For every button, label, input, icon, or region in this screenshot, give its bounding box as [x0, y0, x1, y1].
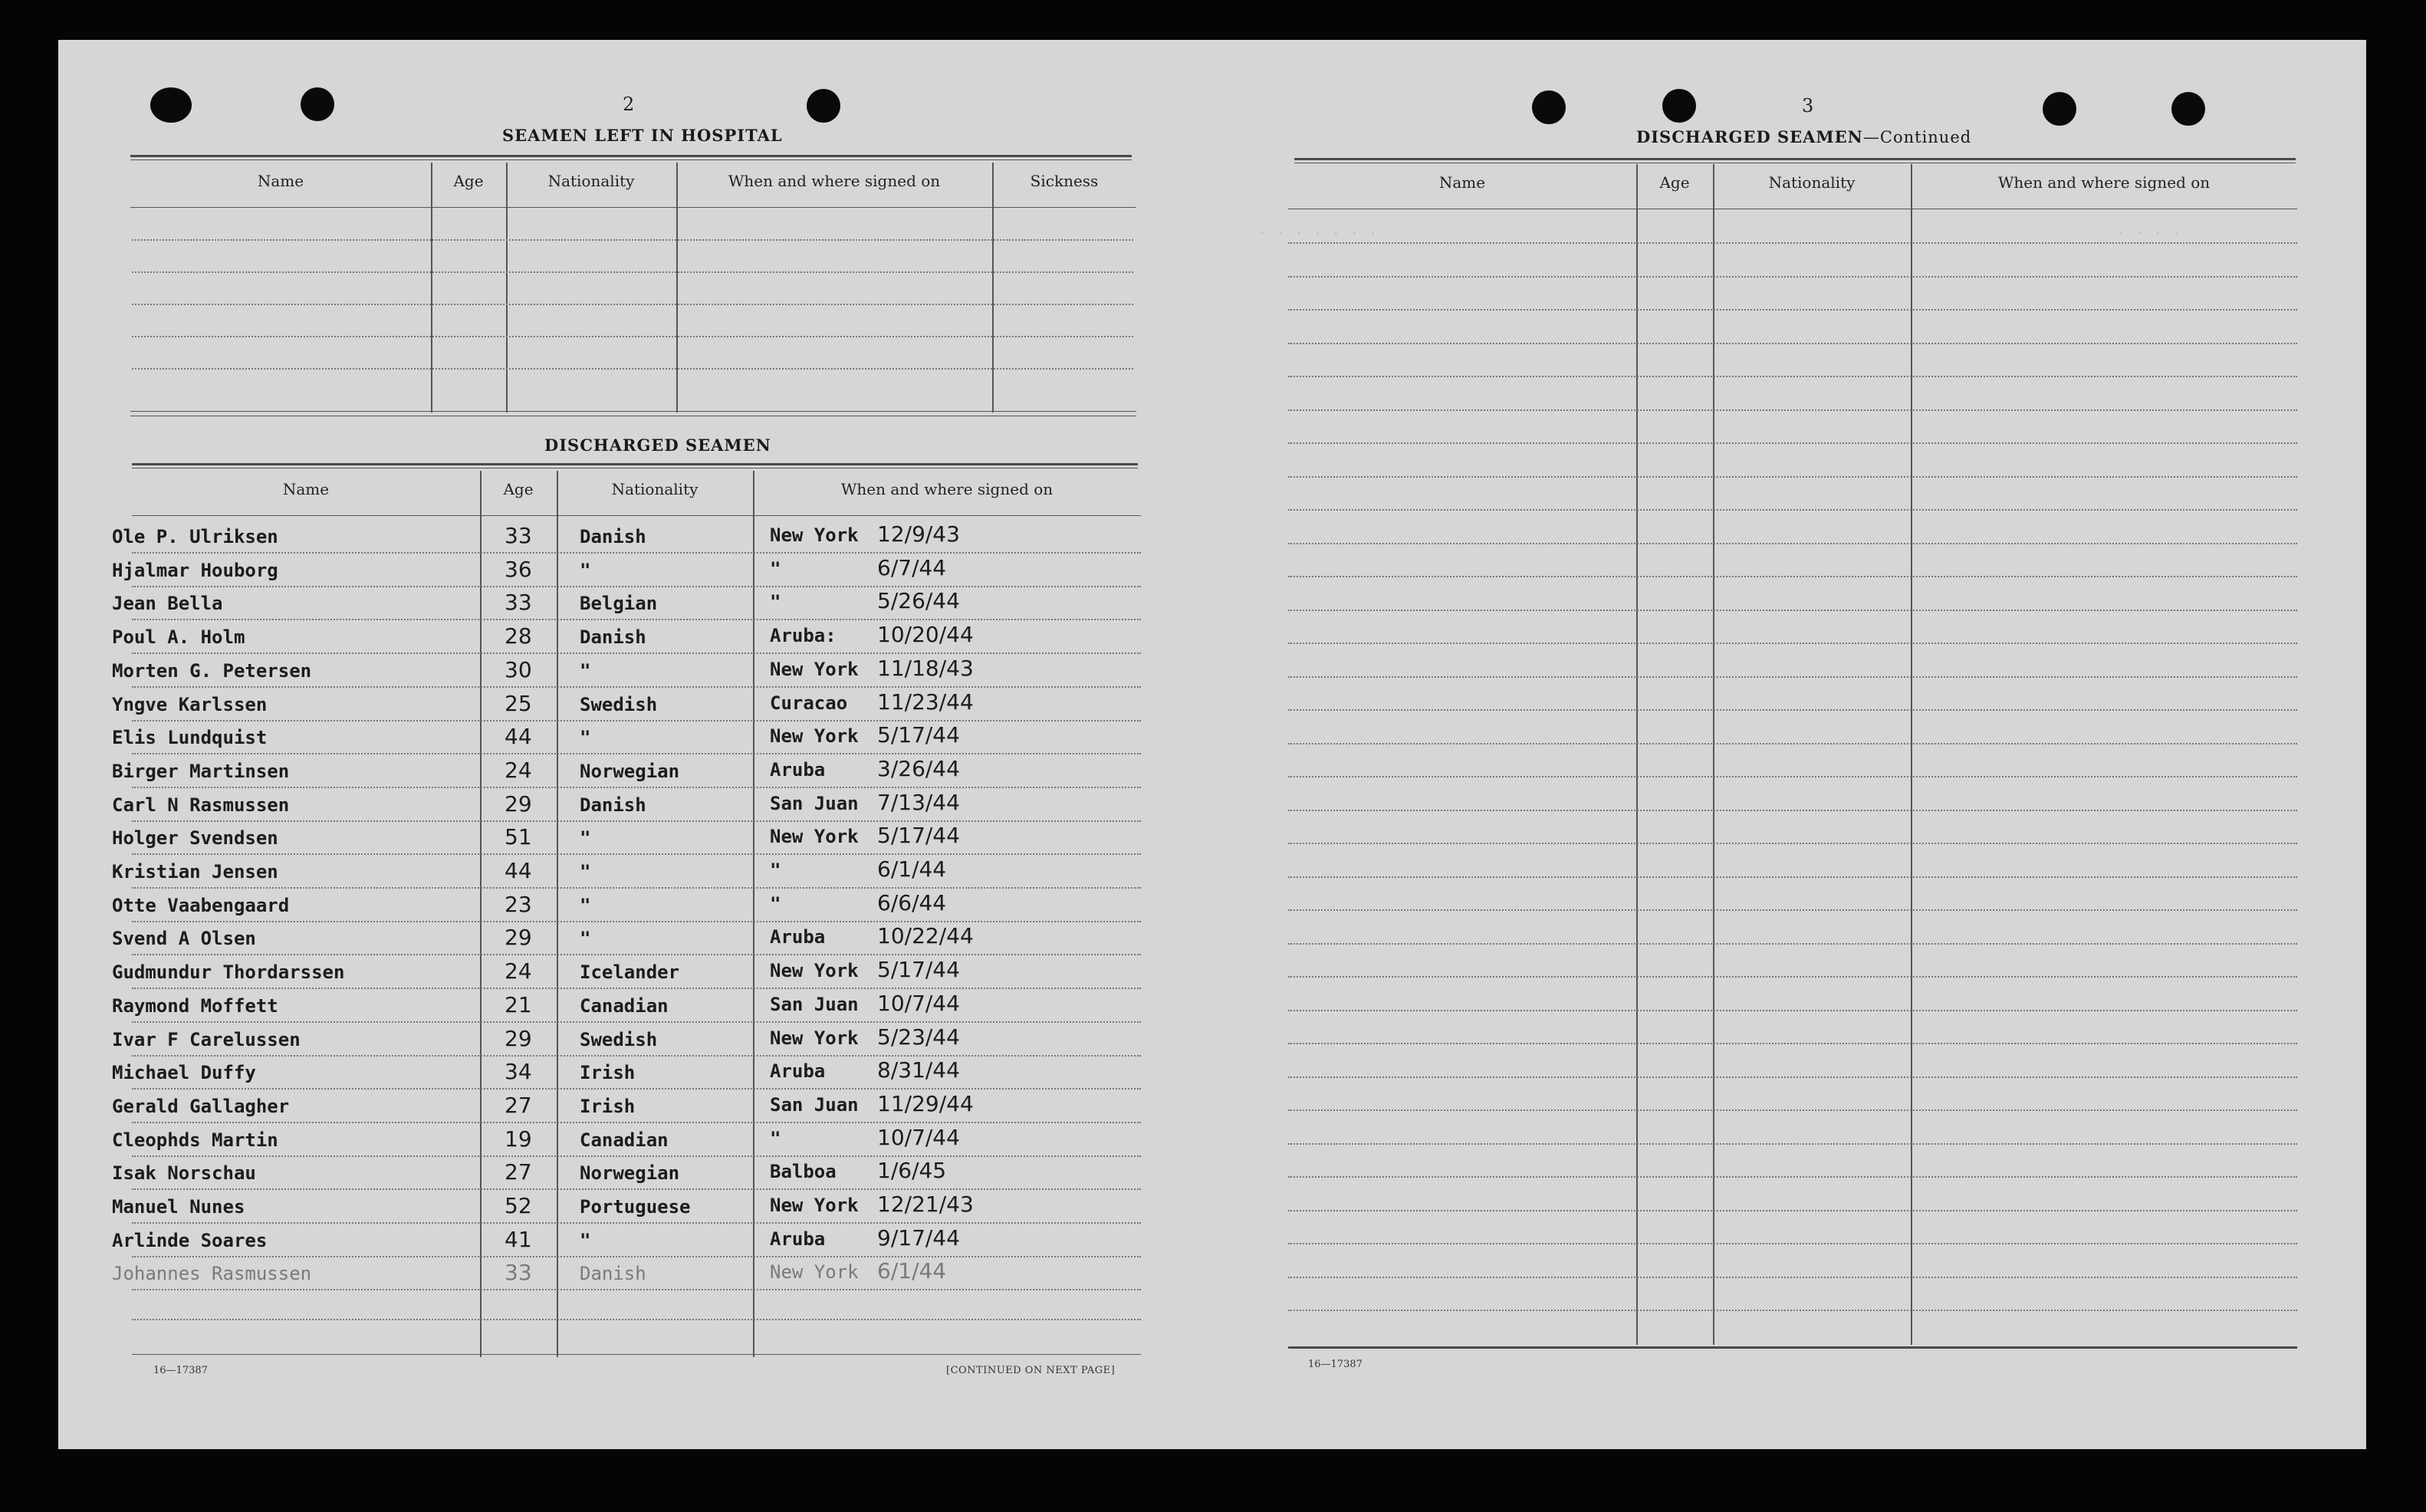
signed-on-place: Balboa — [770, 1161, 837, 1183]
seaman-name: Raymond Moffett — [112, 994, 278, 1017]
discharged-header-rule — [132, 515, 1141, 516]
discharged-column-header: Age — [503, 480, 534, 498]
hospital-top-rule — [130, 155, 1132, 157]
hospital-blank-row-line — [132, 336, 1133, 337]
column-divider — [1911, 164, 1912, 1345]
row-line — [132, 787, 1141, 788]
seaman-age: 33 — [505, 523, 532, 548]
blank-row-line — [1288, 276, 2297, 278]
blank-row-line — [1288, 1210, 2297, 1211]
signed-on-date: 6/7/44 — [877, 554, 947, 580]
signed-on-date: 5/17/44 — [877, 823, 960, 849]
seaman-nationality: Danish — [580, 794, 646, 816]
blank-row-line — [1288, 1143, 2297, 1145]
blank-row-line — [1288, 643, 2297, 644]
seaman-nationality: Canadian — [580, 1129, 669, 1151]
discharged-column-divider — [480, 471, 482, 1357]
title-main: DISCHARGED SEAMEN — [1636, 127, 1863, 146]
seaman-nationality: " — [580, 559, 591, 581]
blank-row-line — [1288, 1243, 2297, 1244]
discharged-column-divider — [557, 471, 558, 1357]
signed-on-date: 5/26/44 — [877, 588, 960, 614]
punch-hole — [1532, 90, 1566, 124]
discharged-bottom-rule — [132, 1354, 1141, 1355]
punch-hole — [150, 87, 192, 123]
blank-row-line — [132, 1319, 1141, 1320]
row-line — [132, 921, 1141, 922]
signed-on-place: New York — [770, 1027, 859, 1049]
blank-row-line — [1288, 876, 2297, 878]
seaman-nationality: " — [580, 727, 591, 749]
hospital-header-rule — [130, 207, 1136, 208]
blank-row-line — [1288, 242, 2297, 244]
row-line — [132, 552, 1141, 554]
hospital-column-header: When and where signed on — [728, 172, 941, 190]
signed-on-place: San Juan — [770, 792, 859, 814]
discharged-column-header: Nationality — [611, 480, 699, 498]
row-line — [132, 820, 1141, 822]
blank-row-line — [1288, 1109, 2297, 1111]
seaman-nationality: " — [580, 861, 591, 883]
hospital-blank-row-line — [132, 368, 1133, 370]
blank-row-line — [1288, 442, 2297, 444]
bleed-through-mark: · · · · · · · — [1257, 224, 1378, 242]
seaman-age: 29 — [505, 1025, 532, 1051]
signed-on-date: 11/29/44 — [877, 1090, 974, 1116]
punch-hole — [807, 89, 840, 123]
column-header: Name — [1438, 173, 1486, 192]
seaman-age: 44 — [505, 858, 532, 883]
row-line — [132, 988, 1141, 989]
signed-on-date: 6/1/44 — [877, 1258, 947, 1284]
seaman-nationality: Norwegian — [580, 1162, 680, 1185]
signed-on-place: Aruba — [770, 758, 826, 781]
seaman-name: Yngve Karlssen — [112, 693, 268, 715]
row-line — [132, 1188, 1141, 1190]
column-header: When and where signed on — [1997, 173, 2211, 192]
hospital-blank-row-line — [132, 304, 1133, 305]
row-line — [132, 1222, 1141, 1224]
seaman-age: 24 — [505, 958, 532, 984]
signed-on-place: New York — [770, 658, 859, 680]
seaman-age: 23 — [505, 891, 532, 917]
seaman-name: Ivar F Carelussen — [112, 1028, 301, 1050]
seaman-age: 51 — [505, 824, 532, 850]
seaman-nationality: Danish — [580, 526, 646, 547]
blank-row-line — [1288, 743, 2297, 744]
row-line — [132, 586, 1141, 587]
signed-on-date: 11/23/44 — [877, 689, 974, 715]
blank-row-line — [1288, 1043, 2297, 1044]
hospital-blank-row-line — [132, 271, 1133, 273]
seaman-age: 25 — [505, 690, 532, 716]
row-line — [132, 1256, 1141, 1257]
hospital-section-title: SEAMEN LEFT IN HOSPITAL — [502, 126, 783, 145]
discharged-section-title: DISCHARGED SEAMEN — [544, 436, 771, 455]
right-bottom-rule — [1288, 1346, 2297, 1349]
signed-on-place: New York — [770, 1261, 859, 1284]
blank-row-line — [1288, 610, 2297, 611]
seaman-name: Cleophds Martin — [112, 1129, 278, 1151]
signed-on-date: 8/31/44 — [877, 1057, 960, 1083]
seaman-name: Otte Vaabengaard — [112, 894, 290, 916]
blank-row-line — [1288, 976, 2297, 978]
seaman-nationality: Swedish — [580, 693, 658, 715]
signed-on-date: 7/13/44 — [877, 789, 960, 815]
seaman-age: 21 — [505, 991, 532, 1017]
punch-hole — [2043, 92, 2076, 126]
signed-on-place: Aruba — [770, 926, 826, 948]
seaman-nationality: Danish — [580, 626, 646, 649]
signed-on-place: " — [770, 591, 781, 613]
blank-row-line — [1288, 1310, 2297, 1311]
row-line — [132, 887, 1141, 889]
seaman-nationality: Norwegian — [580, 760, 680, 782]
seaman-nationality: Icelander — [580, 961, 680, 984]
seaman-age: 44 — [505, 724, 532, 750]
signed-on-date: 10/7/44 — [877, 990, 960, 1016]
seaman-nationality: Portuguese — [580, 1196, 691, 1218]
seaman-age: 36 — [505, 556, 532, 582]
seaman-name: Kristian Jensen — [112, 861, 278, 883]
blank-row-line — [1288, 843, 2297, 844]
seaman-name: Gudmundur Thordarssen — [112, 961, 345, 984]
seaman-age: 33 — [505, 1260, 532, 1286]
seaman-name: Holger Svendsen — [112, 827, 278, 850]
column-divider — [1713, 164, 1714, 1345]
seaman-age: 52 — [505, 1193, 532, 1218]
seaman-age: 27 — [505, 1159, 532, 1185]
row-line — [132, 1055, 1141, 1057]
signed-on-place: Aruba — [770, 1060, 826, 1083]
blank-row-line — [1288, 476, 2297, 478]
signed-on-place: New York — [770, 960, 859, 982]
signed-on-date: 5/17/44 — [877, 957, 960, 983]
signed-on-place: San Juan — [770, 1093, 859, 1116]
blank-row-line — [1288, 576, 2297, 577]
row-line — [132, 1289, 1141, 1290]
hospital-column-header: Age — [453, 172, 484, 190]
signed-on-place: New York — [770, 1195, 859, 1216]
seaman-nationality: " — [580, 827, 591, 850]
seaman-age: 24 — [505, 757, 532, 783]
blank-row-line — [1288, 810, 2297, 811]
seaman-nationality: " — [580, 659, 591, 682]
signed-on-place: " — [770, 557, 781, 580]
form-code: 16—17387 — [153, 1365, 208, 1376]
blank-row-line — [1288, 1076, 2297, 1078]
seaman-nationality: Danish — [580, 1263, 646, 1285]
hospital-column-header: Sickness — [1030, 172, 1099, 190]
blank-row-line — [1288, 676, 2297, 678]
seaman-age: 34 — [505, 1059, 532, 1085]
blank-row-line — [1288, 509, 2297, 511]
row-line — [132, 853, 1141, 855]
row-line — [132, 954, 1141, 955]
seaman-age: 28 — [505, 623, 532, 649]
hospital-column-divider — [506, 163, 508, 413]
document-sheet — [58, 40, 2366, 1449]
seaman-name: Elis Lundquist — [112, 727, 268, 749]
right-section-title — [1636, 127, 1971, 146]
signed-on-place: " — [770, 1127, 781, 1149]
punch-hole — [1662, 89, 1696, 123]
signed-on-date: 12/21/43 — [877, 1192, 974, 1217]
signed-on-place: Aruba: — [770, 625, 837, 647]
punch-hole — [2171, 92, 2205, 126]
blank-row-line — [1288, 343, 2297, 344]
seaman-name: Jean Bella — [112, 593, 223, 615]
signed-on-date: 12/9/43 — [877, 521, 960, 547]
seaman-name: Arlinde Soares — [112, 1229, 268, 1251]
seaman-nationality: Belgian — [580, 593, 658, 615]
page-number: 2 — [623, 94, 635, 115]
seaman-age: 29 — [505, 791, 532, 817]
signed-on-date: 10/22/44 — [877, 923, 974, 949]
blank-row-line — [1288, 1277, 2297, 1278]
row-line — [132, 619, 1141, 620]
blank-row-line — [1288, 943, 2297, 945]
row-line — [132, 652, 1141, 654]
hospital-column-divider — [676, 163, 678, 413]
discharged-column-divider — [753, 471, 754, 1357]
seaman-name: Manuel Nunes — [112, 1196, 245, 1218]
seaman-name: Carl N Rasmussen — [112, 794, 290, 816]
seaman-name: Morten G. Petersen — [112, 659, 312, 682]
row-line — [132, 720, 1141, 721]
page-number: 3 — [1802, 95, 1814, 117]
continued-note: [CONTINUED ON NEXT PAGE] — [946, 1365, 1116, 1376]
signed-on-date: 1/6/45 — [877, 1158, 947, 1184]
seaman-name: Gerald Gallagher — [112, 1095, 290, 1117]
blank-row-line — [1288, 776, 2297, 777]
hospital-column-header: Nationality — [547, 172, 635, 190]
signed-on-place: San Juan — [770, 993, 859, 1015]
seaman-name: Hjalmar Houborg — [112, 559, 278, 581]
blank-row-line — [1288, 309, 2297, 311]
seaman-age: 30 — [505, 656, 532, 682]
form-code: 16—17387 — [1308, 1359, 1363, 1370]
signed-on-place: New York — [770, 826, 859, 848]
blank-row-line — [1288, 543, 2297, 544]
blank-row-line — [1288, 409, 2297, 411]
hospital-blank-row-line — [132, 239, 1133, 241]
seaman-age: 29 — [505, 925, 532, 951]
signed-on-place: New York — [770, 725, 859, 748]
signed-on-date: 5/23/44 — [877, 1024, 960, 1050]
signed-on-place: Aruba — [770, 1228, 826, 1250]
hospital-bottom-rule — [130, 411, 1136, 412]
blank-row-line — [1288, 909, 2297, 911]
row-line — [132, 1088, 1141, 1090]
blank-row-line — [1288, 376, 2297, 377]
blank-row-line — [1288, 1010, 2297, 1011]
seaman-nationality: " — [580, 894, 591, 916]
seaman-nationality: Swedish — [580, 1028, 658, 1050]
seaman-age: 27 — [505, 1092, 532, 1118]
blank-row-line — [1288, 709, 2297, 711]
right-top-rule — [1294, 158, 2296, 160]
punch-hole — [301, 87, 334, 121]
row-line — [132, 753, 1141, 754]
seaman-age: 33 — [505, 590, 532, 616]
signed-on-date: 5/17/44 — [877, 722, 960, 748]
seaman-age: 19 — [505, 1126, 532, 1152]
seaman-name: Svend A Olsen — [112, 928, 256, 950]
seaman-name: Isak Norschau — [112, 1162, 256, 1185]
seaman-name: Michael Duffy — [112, 1062, 256, 1084]
column-header: Nationality — [1768, 173, 1856, 192]
seaman-name: Poul A. Holm — [112, 626, 245, 649]
signed-on-date: 10/20/44 — [877, 622, 974, 648]
discharged-top-rule — [132, 463, 1138, 465]
column-divider — [1636, 164, 1638, 1345]
discharged-column-header: Name — [282, 480, 330, 498]
signed-on-date: 6/1/44 — [877, 856, 947, 882]
seaman-nationality: Irish — [580, 1095, 636, 1117]
blank-row-line — [1288, 1176, 2297, 1178]
signed-on-date: 6/6/44 — [877, 889, 947, 915]
signed-on-date: 11/18/43 — [877, 655, 974, 681]
row-line — [132, 1155, 1141, 1157]
hospital-column-divider — [992, 163, 994, 413]
seaman-nationality: " — [580, 1229, 591, 1251]
signed-on-place: New York — [770, 524, 859, 546]
discharged-column-header: When and where signed on — [840, 480, 1054, 498]
seaman-nationality: " — [580, 928, 591, 950]
hospital-column-divider — [431, 163, 432, 413]
row-line — [132, 1021, 1141, 1023]
hospital-column-header: Name — [257, 172, 304, 190]
signed-on-date: 3/26/44 — [877, 755, 960, 781]
hospital-top-rule — [130, 159, 1132, 160]
row-line — [132, 1122, 1141, 1123]
row-line — [132, 686, 1141, 688]
signed-on-date: 9/17/44 — [877, 1224, 960, 1251]
signed-on-place: Curacao — [770, 692, 848, 714]
signed-on-date: 10/7/44 — [877, 1124, 960, 1150]
column-header: Age — [1659, 173, 1690, 192]
bleed-through-mark: · · · · — [2116, 224, 2181, 242]
seaman-name: Ole P. Ulriksen — [112, 526, 278, 547]
seaman-nationality: Irish — [580, 1062, 636, 1084]
seaman-name: Johannes Rasmussen — [112, 1263, 312, 1285]
title-suffix: —Continued — [1862, 128, 1972, 146]
seaman-nationality: Canadian — [580, 994, 669, 1017]
signed-on-place: " — [770, 860, 781, 881]
signed-on-place: " — [770, 892, 781, 915]
seaman-name: Birger Martinsen — [112, 760, 290, 782]
seaman-age: 41 — [505, 1226, 532, 1252]
